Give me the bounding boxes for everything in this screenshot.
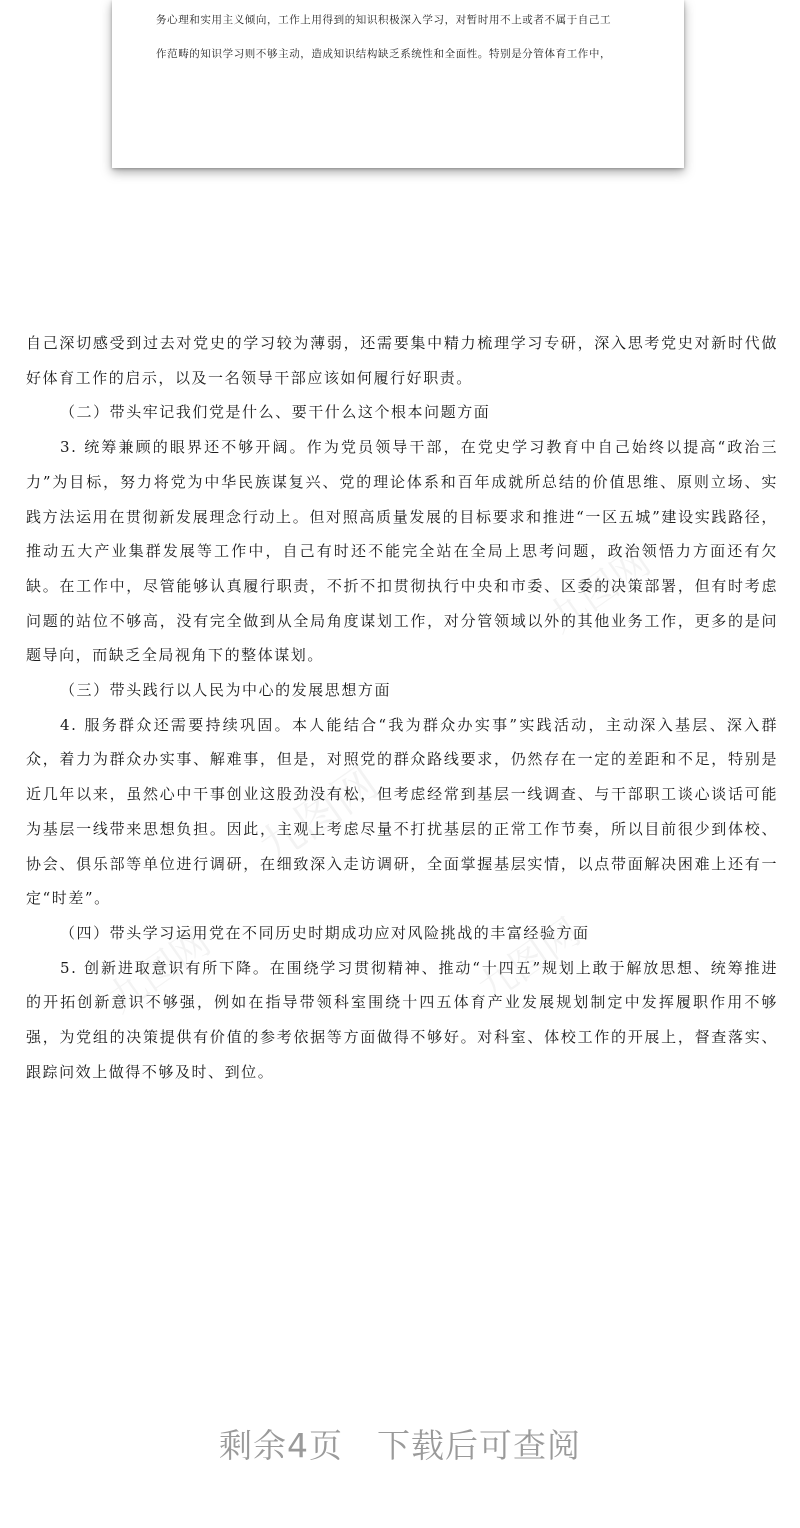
remaining-pages-banner[interactable] <box>0 1420 800 1467</box>
preview-page-card <box>112 0 684 168</box>
paragraph-item-4: 4. 服务群众还需要持续巩固。本人能结合“我为群众办实事”实践活动，主动深入基层、深入群众，着力为群众办实事、解难事，但是，对照党的群众路线要求，仍然存在一定的差距和不足，特别是近几年以来，虽然心中干事创业这股劲没有松，但考虑经常到基层一线调查、与干部职工谈心谈话可能为基层一线带来思想负担。因此，主观上考虑尽量不打扰基层的正常工作节奏，所以目前很少到体校、协会、俱乐部等单位进行调研，在细致深入走访调研，全面掌握基层实情，以点带面解决困难上还有一定“时差”。 <box>26 715 778 908</box>
watermark: 九图网 <box>469 909 589 1012</box>
paragraph-item-5: 5. 创新进取意识有所下降。在围绕学习贯彻精神、推动“十四五”规划上敢于解放思想、统筹推进的开拓创新意识不够强，例如在指导带领科室围绕十四五体育产业发展规划制定中发挥履职作用不够强，为党组的决策提供有价值的参考依据等方面做得不够好。对科室、体校工作的开展上，督查落实、跟踪问效上做得不够及时、到位。 <box>26 958 778 1081</box>
watermark: 九图网 <box>539 539 659 642</box>
preview-text-line-2: 作范畴的知识学习则不够主动，造成知识结构缺乏系统性和全面性。特别是分管体育工作中， <box>156 48 612 60</box>
paragraph-continuation: 自己深切感受到过去对党史的学习较为薄弱，还需要集中精力梳理学习专研，深入思考党史对新时代做好体育工作的启示，以及一名领导干部应该如何履行好职责。 <box>26 334 778 387</box>
section-heading-2: （二）带头牢记我们党是什么、要干什么这个根本问题方面 <box>60 403 491 422</box>
document-body <box>26 326 778 1089</box>
remaining-pages-label: 剩余4页 <box>219 1426 343 1465</box>
section-heading-3: （三）带头践行以人民为中心的发展思想方面 <box>60 681 392 700</box>
paragraph-item-3: 3. 统筹兼顾的眼界还不够开阔。作为党员领导干部，在党史学习教育中自己始终以提高“政治三力”为目标，努力将党为中华民族谋复兴、党的理论体系和百年成就所总结的价值思维、原则立场、实践方法运用在贯彻新发展理念行动上。但对照高质量发展的目标要求和推进“一区五城”建设实践路径，推动五大产业集群发展等工作中，自己有时还不能完全站在全局上思考问题，政治领悟力方面还有欠缺。在工作中，尽管能够认真履行职责，不折不扣贯彻执行中央和市委、区委的决策部署，但有时考虑问题的站位不够高，没有完全做到从全局角度谋划工作，对分管领域以外的其他业务工作，更多的是问题导向，而缺乏全局视角下的整体谋划。 <box>26 438 778 665</box>
watermark: 九图网 <box>99 919 219 1022</box>
section-heading-4: （四）带头学习运用党在不同历史时期成功应对风险挑战的丰富经验方面 <box>60 923 590 942</box>
download-hint-label: 下载后可查阅 <box>377 1426 581 1465</box>
watermark: 九图网 <box>249 756 388 875</box>
preview-text-line-1: 务心理和实用主义倾向，工作上用得到的知识积极深入学习，对暂时用不上或者不属于自己工 <box>156 14 612 26</box>
